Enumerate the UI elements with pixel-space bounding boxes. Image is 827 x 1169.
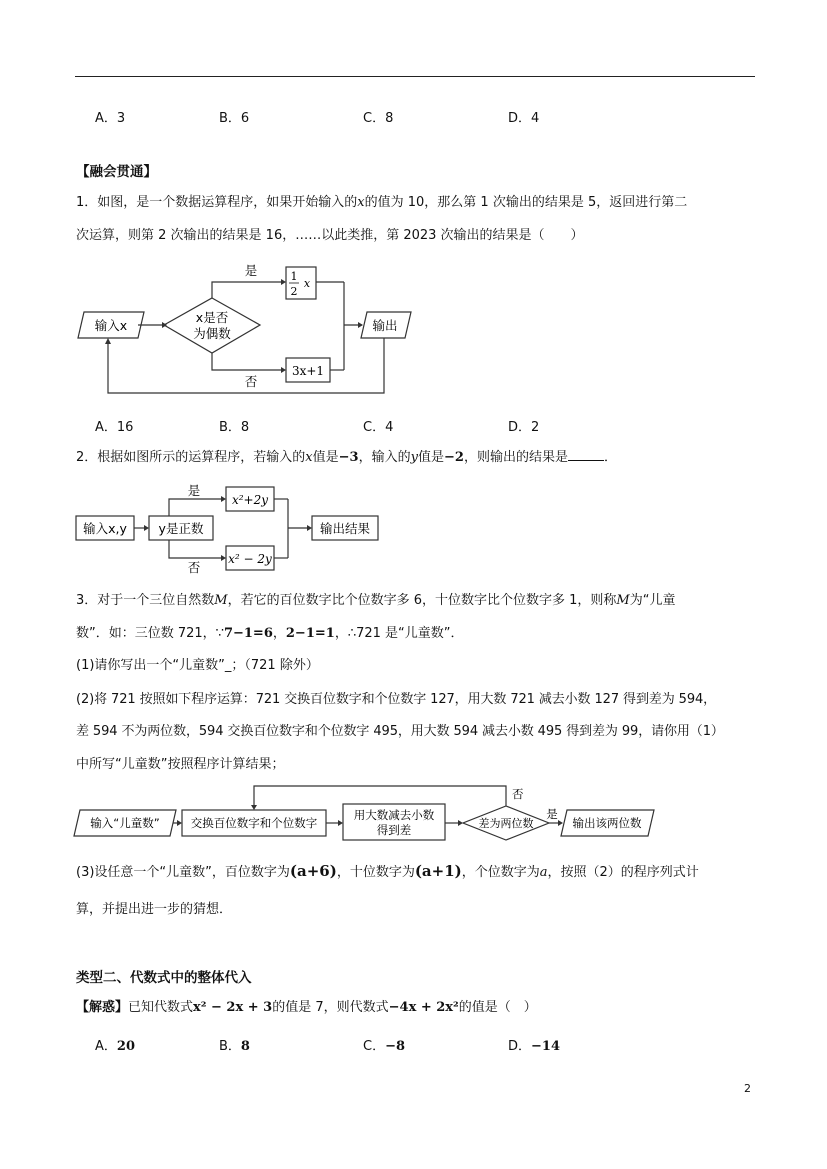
q1-half-denominator: 2 xyxy=(290,285,298,298)
example-option-b: B．8 xyxy=(219,1039,250,1054)
q3-output-label: 输出该两位数 xyxy=(572,816,642,830)
option-c: C．8 xyxy=(363,111,394,126)
q3-sub-line1: 用大数减去小数 xyxy=(353,808,435,822)
q1-option-a: A．16 xyxy=(95,420,134,435)
q3-part2-line3: 中所写“儿童数”按照程序计算结果； xyxy=(76,757,285,772)
q3-line2: 数”．如：三位数 721，∵7−1=6，2−1=1，∴721 是“儿童数”． xyxy=(76,626,464,641)
q3-yes-label: 是 xyxy=(546,807,558,821)
option-a: A．3 xyxy=(95,111,126,126)
q3-input-label: 输入“儿童数” xyxy=(90,816,160,830)
q2-flowchart xyxy=(74,480,384,576)
example-option-c: C．−8 xyxy=(363,1039,406,1054)
q1-flowchart xyxy=(74,262,419,400)
q1-yes-label: 是 xyxy=(244,263,258,278)
header-rule xyxy=(75,76,755,77)
q2-line: 2．根据如图所示的运算程序，若输入的x值是−3，输入的y值是−2，则输出的结果是 ． xyxy=(76,450,617,465)
q2-decision-label: y是正数 xyxy=(158,521,204,536)
q1-half-numerator: 1 xyxy=(290,270,298,283)
q1-half-var: x xyxy=(303,277,311,290)
q3-part3-line2: 算，并提出进一步的猜想． xyxy=(76,902,233,917)
q1-line2: 次运算，则第 2 次输出的结果是 16，……以此类推，第 2023 次输出的结果是（ ） xyxy=(76,228,584,243)
q3-no-label: 否 xyxy=(512,787,524,801)
q1-decision-line1: x是否 xyxy=(195,310,229,325)
q2-no-label: 否 xyxy=(187,560,201,575)
example-option-a: A．20 xyxy=(95,1039,135,1054)
example-line: 【解惑】已知代数式x² − 2x + 3的值是 7，则代数式−4x + 2x²的值是（ ） xyxy=(76,1000,537,1015)
q2-expr-yes: x²+2y xyxy=(231,493,269,507)
q3-decision-label: 差为两位数 xyxy=(478,817,534,830)
q2-input-label: 输入x,y xyxy=(83,521,127,536)
type2-title: 类型二、代数式中的整体代入 xyxy=(76,970,252,986)
q3-part3-line1: (3)设任意一个“儿童数”，百位数字为(a+6)，十位数字为(a+1)，个位数字为a，按照（2）的程序列式计 xyxy=(76,862,699,880)
q1-no-label: 否 xyxy=(244,374,258,389)
q1-option-d: D．2 xyxy=(508,420,540,435)
q3-part2-line2: 差 594 不为两位数，594 交换百位数字和个位数字 495，用大数 594 减去小数 495 得到差为 99，请你用（1） xyxy=(76,724,724,739)
q1-decision-line2: 为偶数 xyxy=(193,326,231,341)
option-d: D．4 xyxy=(508,111,540,126)
q1-option-b: B．8 xyxy=(219,420,250,435)
q2-yes-label: 是 xyxy=(187,483,201,498)
q3-part2-line1: (2)将 721 按照如下程序运算：721 交换百位数字和个位数字 127，用大数 721 减去小数 127 得到差为 594， xyxy=(76,692,717,707)
q1-option-c: C．4 xyxy=(363,420,394,435)
page-number: 2 xyxy=(744,1082,751,1095)
option-b: B．6 xyxy=(219,111,250,126)
q3-sub-line2: 得到差 xyxy=(376,823,412,837)
q1-line1: 1．如图，是一个数据运算程序，如果开始输入的x的值为 10，那么第 1 次输出的结果是 5，返回进行第二 xyxy=(76,195,688,210)
q1-input-label: 输入x xyxy=(94,318,128,333)
q2-answer-blank[interactable] xyxy=(568,448,604,461)
q3-flowchart xyxy=(72,780,656,842)
q2-expr-no: x² − 2y xyxy=(228,552,272,566)
section-title: 【融会贯通】 xyxy=(76,164,157,180)
q3-part1: (1)请你写出一个“儿童数”_；（721 除外） xyxy=(76,658,319,673)
q1-output-label: 输出 xyxy=(372,318,398,333)
q3-swap-label: 交换百位数字和个位数字 xyxy=(190,816,318,830)
q3-line1: 3．对于一个三位自然数M，若它的百位数字比个位数字多 6，十位数字比个位数字多 1，则称M为“儿童 xyxy=(76,593,676,608)
q2-output-label: 输出结果 xyxy=(319,521,371,536)
example-option-d: D．−14 xyxy=(508,1039,560,1054)
q1-odd-expr: 3x+1 xyxy=(291,364,325,378)
